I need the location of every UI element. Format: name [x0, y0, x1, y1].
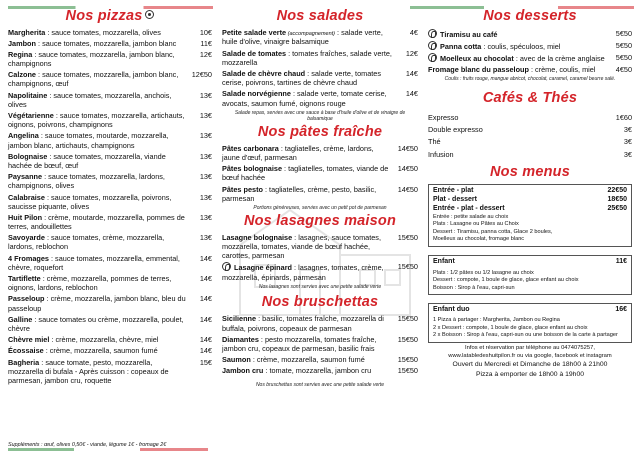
bruschetta-item [222, 355, 418, 364]
lasagnes-list [222, 233, 418, 282]
pizza-item-price: 15€ [199, 357, 212, 367]
pizza-item-desc: : sauce tomates, mozzarella, jambon blanc [35, 38, 177, 48]
pizza-item-name: Huit Pilon [8, 212, 43, 222]
pates-item-desc: : tagliatelles, crème, lardons, jaune d'œuf, parmesan [222, 143, 374, 163]
menu-enfant-label: Enfant [433, 257, 455, 265]
menu-detail-line: Entrée : petite salade au choix [433, 213, 509, 220]
cafe-item-price: 3€ [623, 137, 632, 147]
cafe-item [428, 125, 632, 134]
middle-column [222, 9, 418, 390]
pates-item-price: 14€50 [397, 184, 418, 194]
pizza-item [8, 254, 212, 272]
pates-item [222, 164, 418, 182]
lasagne-item [222, 262, 418, 281]
cafes-title: Cafés & Thés [482, 89, 578, 106]
pizza-item-desc: : sauce tomates ou crème, mozzarella, poulet, chèvre [8, 314, 184, 333]
pizza-item-desc: : crème, mozzarella, chèvre, miel [49, 335, 159, 345]
pates-item-name: Pâtes carbonara [222, 143, 279, 153]
salade-item [222, 49, 418, 67]
dessert-item-text [428, 29, 610, 39]
salade-item [222, 28, 418, 47]
cafe-item-price: 3€ [623, 125, 632, 135]
pizza-item-desc: : crème, mozzarella, pommes de terres, oignons, lardons, reblochon [8, 274, 172, 293]
bruschetta-item-name: Diamantes [222, 334, 259, 344]
menu-enfant-price: 11€ [615, 257, 627, 265]
pizza-item [8, 172, 212, 190]
desserts-note: Coulis : fruits rouge, mangue abricot, chocolat, caramel, caramel beurre salé. [444, 76, 616, 83]
bruschetta-item-price: 15€50 [397, 366, 418, 376]
menu-duo-line: 2 x Boisson : Sirop à l'eau, capri-sun ou une boisson de la carte à partager [433, 332, 618, 339]
pizza-item-price: 13€ [199, 151, 212, 161]
salade-item-price: 12€ [405, 48, 418, 58]
salade-item-price: 14€ [405, 89, 418, 99]
menu-row-label: Entrée - plat - dessert [433, 204, 505, 212]
pizza-item-text [8, 213, 190, 231]
menu-enfant-line: Boisson : Sirop à l'eau, capri-sun [433, 284, 515, 291]
pates-item [222, 185, 418, 203]
pizza-item-text [8, 274, 190, 292]
menu-duo-box [428, 303, 632, 342]
lasagne-item-name: Lasagne bolognaise [222, 232, 293, 242]
pates-title: Nos pâtes fraîche [257, 124, 383, 141]
dessert-item-desc: : crème, coulis, miel [528, 65, 596, 75]
bruschetta-item-name: Saumon [222, 355, 251, 365]
bruschetta-item [222, 335, 418, 353]
bruschetta-item-desc: : crème, mozzarella, saumon fumé [250, 355, 365, 365]
pizza-item-desc: : sauce tomates, mozzarella, olives [45, 27, 161, 37]
right-column [428, 9, 632, 379]
dessert-item-name: Tiramisu au café [440, 29, 498, 39]
menu-rows [433, 187, 627, 213]
menu-duo-line: 1 Pizza à partager : Margherita, Jambon ou Regina [433, 317, 560, 324]
menu-detail-line: Moelleux au chocolat, fromage blanc [433, 236, 525, 243]
lasagnes-title: Nos lasagnes maison [243, 213, 397, 230]
bruschetta-item-name: Sicilienne [222, 314, 257, 324]
bruschettas-note: Nos bruschettas sont servies avec une petite salade verte [255, 381, 385, 388]
cafe-item-name: Thé [428, 137, 441, 147]
footer-hours: Ouvert du Mercredi et Dimanche de 18h00 à 21h00 [452, 361, 608, 369]
salade-item-desc: : salade verte, huile d'olive, vinaigre balsamique [222, 27, 383, 47]
menu-row-price: 25€50 [607, 204, 627, 212]
menu-row [433, 196, 627, 205]
salade-item-name: Salade de chèvre chaud [222, 68, 306, 78]
menu-row-price: 22€50 [607, 187, 627, 195]
pizza-item-text [8, 39, 190, 48]
menu-enfant-box [428, 255, 632, 295]
pizzas-title [8, 9, 212, 24]
cafes-list [428, 113, 632, 159]
pizza-item-desc: : sauce tomates, mozzarella, poivrons, saucisse piquante, olives [8, 192, 172, 211]
pizza-item [8, 39, 212, 48]
salade-item-price: 4€ [409, 27, 418, 37]
menu-row-price: 18€50 [607, 196, 627, 204]
pizza-item-desc: : sauce tomates, mozzarella, anchois, olives [8, 90, 172, 109]
vegetarian-icon [428, 41, 437, 50]
dessert-item-name: Moelleux au chocolat [440, 53, 514, 63]
lasagne-item-text [222, 262, 396, 281]
pizza-item-price: 11€ [200, 38, 212, 48]
pizza-item-text [8, 193, 190, 211]
salade-item-name: Salade de tomates [222, 48, 287, 58]
salade-item-text [222, 89, 396, 107]
pizza-item-name: Chèvre miel [8, 335, 50, 345]
bruschetta-item-desc: : tomate, mozzarella, jambon cru [263, 366, 372, 376]
pizza-item-price: 13€ [199, 233, 212, 243]
dessert-item-desc: : coulis, spéculoos, miel [481, 41, 561, 51]
pizza-item-price: 10€ [199, 27, 212, 37]
menu-row-label: Entrée - plat [433, 187, 474, 195]
pizza-item-text [8, 111, 190, 129]
lasagne-item-price: 15€50 [397, 262, 418, 272]
pizza-item-desc: : sauce tomates, mozzarella, jambon blanc, champignons [8, 49, 175, 69]
pizzas-section [8, 8, 212, 448]
dessert-item [428, 53, 632, 63]
pizza-item [8, 294, 212, 312]
menu-detail-line: Dessert : Tiramisu, panna cotta, Glace 2 boules, [433, 228, 553, 235]
pates-item-price: 14€50 [397, 143, 418, 153]
salade-item-tag: (accompagnement) [286, 30, 336, 37]
bruschetta-item-desc: : pesto mozzarella, tomates fraîche, jambon cru, copeaux de parmesan, basilic frais [222, 334, 377, 354]
pizza-item-price: 14€ [199, 314, 212, 324]
pizza-item [8, 70, 212, 88]
pizza-item-name: Margherita [8, 27, 46, 37]
pizza-item-desc: : sauce tomates, mozzarella, artichauts, oignons, poivrons, champignons [8, 111, 185, 130]
salade-item-desc: : tomates fraîches, salade verte, mozzarella [222, 48, 392, 67]
pizza-item-price: 13€ [199, 172, 212, 182]
pizza-item [8, 111, 212, 129]
dessert-item-price: 5€50 [615, 52, 632, 62]
salade-item [222, 89, 418, 107]
bruschettas-title: Nos bruschettas [261, 293, 379, 310]
salade-item-desc: : salade verte, tomate cerise, avocats, saumon fumé, oignons rouge [222, 89, 387, 108]
cafe-item-name: Infusion [428, 149, 454, 159]
bruschetta-item-price: 15€50 [397, 314, 418, 324]
salade-item [222, 69, 418, 87]
pates-item-name: Pâtes pesto [222, 184, 263, 194]
pizza-item-price: 13€ [199, 131, 212, 141]
pizza-item-desc: : sauce tomate, pesto, mozzarella, mozzarella di bufala - Après cuisson : copeaux de parmesan, jambon cru, roquette [8, 357, 169, 385]
salade-item-name: Salade norvégienne [222, 89, 291, 99]
menu-detail-line: Plats : Lasagne ou Pâtes au Choix [433, 221, 519, 228]
cafe-item [428, 113, 632, 122]
vegetarian-icon [222, 262, 231, 271]
menu-duo-price: 16€ [615, 306, 627, 314]
cafe-item [428, 137, 632, 146]
dessert-item [428, 65, 632, 74]
pizza-item-text [8, 335, 190, 344]
pates-item-desc: : tagliatelles, tomates, viande de bœuf hachée [222, 164, 389, 183]
footer-web[interactable]: www.latabledeshuitpilon.fr ou via google, facebook et instagram [448, 352, 612, 359]
cafe-item-price: 3€ [623, 149, 632, 159]
lasagne-item-desc: : lasagnes, sauce tomates, mozzarella, tomates, viande de bœuf hachée, carottes, parmesan [222, 232, 381, 261]
pizza-item-price: 13€ [199, 212, 212, 222]
lasagnes-note: Nos lasagnes sont servies avec une petite salade verte [258, 283, 382, 290]
lasagne-item-price: 15€50 [397, 232, 418, 242]
dessert-item-name: Fromage blanc du passeloup [428, 65, 529, 75]
pizza-item-name: Calabraise [8, 192, 45, 202]
cafe-item-name: Double expresso [428, 125, 483, 135]
pizzas-title-text: Nos pizzas [65, 8, 143, 24]
pizza-item [8, 50, 212, 68]
pizza-item-desc: : crème, mozzarella, jambon blanc, bleu du passeloup [8, 294, 186, 313]
pates-item-text [222, 185, 396, 203]
pizza-item-desc: : sauce tomates, mozzarella, viande hachée de bœuf, œuf [8, 151, 166, 170]
bruschetta-item-name: Jambon cru [222, 366, 264, 376]
pizza-item-name: Napolitaine [8, 90, 48, 100]
menu-main-box [428, 184, 632, 247]
lasagne-item [222, 233, 418, 261]
menus-title: Nos menus [490, 163, 570, 180]
dessert-item-name: Panna cotta [440, 41, 482, 51]
menu-enfant-line: Plats : 1/2 pâtes ou 1/2 lasagne au choix [433, 269, 534, 276]
pates-item-price: 14€50 [397, 164, 418, 174]
pates-item-name: Pâtes bolognaise [222, 164, 283, 174]
menu-row [433, 187, 627, 196]
desserts-title: Nos desserts [483, 8, 577, 24]
pizza-item-text [8, 131, 190, 149]
pizza-item-name: Végétarienne [8, 111, 54, 120]
pizza-item-desc: : sauce tomates, moutarde, mozzarella, jambon blanc, artichauts, champignons [8, 131, 169, 150]
salades-note: Salade repas, servies avec une sauce à base d'huile d'olive et de vinaigre de balsamique [234, 109, 406, 123]
pizza-icon [145, 10, 154, 19]
lasagne-item-name: Lasagne épinard [234, 263, 292, 273]
footer-takeaway: Pizza à emporter de 18h00 à 19h00 [475, 370, 585, 378]
pizza-item [8, 213, 212, 231]
salades-list [222, 28, 418, 108]
dessert-item-text [428, 65, 610, 74]
lasagne-item-text [222, 233, 396, 261]
pizza-item-text [8, 172, 190, 190]
pizza-item-name: Regina [8, 49, 33, 59]
pizza-item-text [8, 254, 190, 272]
vegetarian-icon [428, 29, 437, 38]
pizza-item [8, 91, 212, 109]
bruschetta-item-text [222, 366, 396, 375]
cafe-item-name: Expresso [428, 113, 459, 123]
salade-item-desc: : salade verte, tomates cerise, poivrons, tartines de chèvre chaud [222, 68, 382, 88]
pizza-item-name: Passeloup [8, 294, 45, 304]
pizza-item-price: 14€ [199, 294, 212, 304]
bruschetta-item-text [222, 335, 396, 353]
pizza-item-price: 12€ [199, 49, 212, 59]
salade-item-text [222, 28, 396, 47]
cafe-item-price: 1€60 [615, 113, 632, 123]
bruschetta-item [222, 314, 418, 332]
pates-list [222, 144, 418, 203]
pates-item-text [222, 144, 396, 162]
dessert-item [428, 41, 632, 51]
pizza-item-name: Bagheria [8, 357, 40, 367]
pizza-item-text [8, 358, 190, 386]
pates-note: Portions généreuses, servies avec un petit pot de parmesan [253, 204, 387, 211]
pizza-item-price: 13€ [199, 90, 212, 100]
pizza-item-price: 13€ [199, 192, 212, 202]
pizza-item-name: Jambon [8, 38, 36, 48]
salades-title: Nos salades [276, 8, 364, 24]
pizza-item-name: Galline [8, 314, 33, 324]
pizza-item [8, 315, 212, 333]
pizza-item-desc: : crème, moutarde, mozzarella, pommes de terres, andouillettes [8, 212, 185, 232]
pizza-item-name: Bolognaise [8, 151, 48, 161]
pizza-item [8, 233, 212, 251]
pizza-item-price: 12€50 [191, 70, 212, 80]
dessert-item-price: 5€50 [615, 40, 632, 50]
pizza-item-price: 14€ [199, 335, 212, 345]
salade-item-name: Petite salade verte [222, 27, 287, 37]
pizza-item-desc: : sauce tomates, mozzarella, jambon blanc, champignons, œuf [8, 70, 179, 89]
pizza-list [8, 28, 212, 386]
pizza-item-text [8, 70, 190, 88]
pizza-item [8, 152, 212, 170]
desserts-list [428, 29, 632, 75]
dessert-item-desc: : avec de la crème anglaise [513, 53, 605, 63]
pizza-item [8, 28, 212, 37]
pizza-item [8, 335, 212, 344]
pizza-item-text [8, 28, 190, 37]
pizza-item-text [8, 50, 190, 68]
pizza-item-text [8, 346, 190, 355]
pizza-item-desc: : sauce tomates, crème, mozzarella, lardons, reblochon [8, 233, 165, 252]
bruschetta-item-price: 15€50 [397, 334, 418, 344]
bruschetta-item-text [222, 355, 396, 364]
pates-item-text [222, 164, 396, 182]
pizza-item-text [8, 233, 190, 251]
cafe-item [428, 150, 632, 159]
pizza-item-text [8, 152, 190, 170]
pizza-item [8, 193, 212, 211]
bruschetta-item [222, 366, 418, 375]
pizza-item-desc: : sauce tomates, mozzarella, emmental, chèvre, roquefort [8, 253, 180, 272]
salade-item-price: 14€ [405, 68, 418, 78]
vegetarian-icon [428, 53, 437, 62]
pizza-supplements: Suppléments : œuf, olives 0,50€ - viande, légume 1€ - fromage 2€ [8, 442, 167, 448]
pizza-item-name: 4 Fromages [8, 253, 49, 263]
footer-info [428, 345, 632, 379]
menu-duo-line: 2 x Dessert : compote, 1 boule de glace, glace enfant au choix [433, 324, 588, 331]
pizza-item-desc: : sauce tomates, mozzarella, lardons, champignons, olives [8, 172, 165, 191]
menu-row [433, 205, 627, 214]
pizza-item-name: Calzone [8, 70, 36, 80]
dessert-item [428, 29, 632, 39]
menu-duo-label: Enfant duo [433, 306, 470, 314]
pizza-item-name: Paysanne [8, 172, 43, 182]
menu-enfant-line: Dessert : compote, 1 boule de glace, glace enfant au choix [433, 277, 579, 284]
pizza-item-text [8, 294, 190, 312]
dessert-item-price: 5€50 [615, 28, 632, 38]
pizza-item-price: 14€ [199, 253, 212, 263]
bruschetta-item-text [222, 314, 396, 332]
salade-item-text [222, 69, 396, 87]
dessert-item-text [428, 53, 610, 63]
pizza-item-name: Écossaise [8, 346, 44, 356]
footer-contact: Infos et réservation par téléphone au 0474075257, [465, 344, 595, 351]
pizza-item-name: Savoyarde [8, 233, 45, 243]
pizza-item [8, 274, 212, 292]
pizza-item [8, 358, 212, 386]
pizza-item-name: Angelina [8, 131, 39, 141]
pates-item [222, 144, 418, 162]
lasagne-item-desc: : lasagnes, tomates, crème, mozzarella, épinards, parmesan [222, 263, 384, 282]
bruschettas-list [222, 314, 418, 375]
pizza-item-text [8, 315, 190, 333]
pizza-item-price: 13€ [199, 111, 212, 120]
bruschetta-item-desc: : basilic, tomates fraîche, mozzarella di buffala, poivrons, copeaux de parmesan [222, 314, 384, 333]
menu-row-label: Plat - dessert [433, 196, 477, 204]
pates-item-desc: : tagliatelles, crème, pesto, basilic, parmesan [222, 184, 377, 203]
pizza-item [8, 346, 212, 355]
salade-item-text [222, 49, 396, 67]
dessert-item-price: 4€50 [615, 65, 632, 75]
menu-duo-details [433, 317, 627, 340]
menu-enfant-details [433, 270, 627, 293]
pizza-item [8, 131, 212, 149]
pizza-item-text [8, 91, 190, 109]
pizza-item-name: Tartiflette [8, 274, 41, 283]
pizza-item-desc: : crème, mozzarella, saumon fumé [43, 346, 158, 356]
pizza-item-price: 14€ [199, 274, 212, 283]
menu-details [433, 214, 627, 244]
bruschetta-item-price: 15€50 [397, 355, 418, 365]
dessert-item-text [428, 41, 610, 51]
pizza-item-price: 14€ [199, 346, 212, 356]
